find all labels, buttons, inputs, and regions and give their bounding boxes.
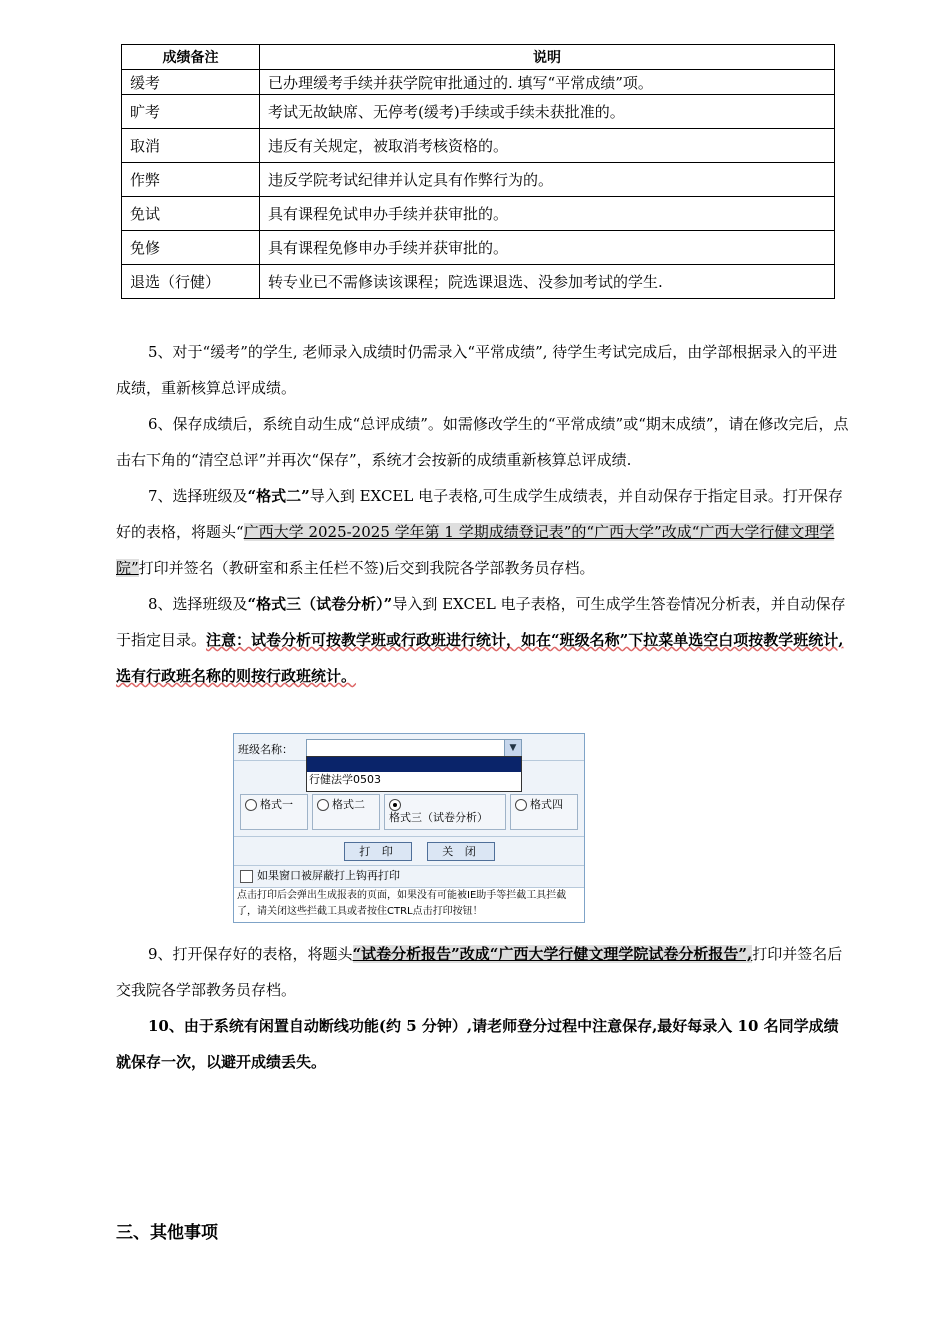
paragraph-6: 6、保存成绩后，系统自动生成“总评成绩”。如需修改学生的“平常成绩”或“期末成绩”，请在修改完后，点击右下角的“清空总评”并再次“保存”，系统才会按新的成绩重新核算总评成绩. [116,415,849,469]
class-dropdown-list [306,756,522,792]
paragraph-8 [116,586,852,694]
p7-title-change: 广西大学 2025-2025 学年第 1 学期成绩登记表”的“广西大学”改成“广西大学行健文理学院” [116,523,835,577]
row-desc: 违反学院考试纪律并认定具有作弊行为的。 [260,163,835,197]
paragraph-7 [116,478,852,586]
class-option[interactable]: 行健法学0503 [309,773,381,786]
radio-icon[interactable] [515,799,527,811]
p8-format-three: “格式三（试卷分析）” [247,595,393,613]
section-heading: 三、其他事项 [116,1223,218,1243]
close-button[interactable]: 关 闭 [427,842,495,861]
print-button[interactable]: 打 印 [344,842,412,861]
instructions-block-2 [116,936,852,1080]
p9-text-a: 9、打开保存好的表格，将题头 [148,945,353,963]
row-desc: 考试无故缺席、无停考(缓考)手续或手续未获批准的。 [260,95,835,129]
button-row [234,836,584,866]
checkbox-label: 如果窗口被屏蔽打上钩再打印 [257,869,400,882]
p9-title-change: “试卷分析报告”改成“广西大学行健文理学院试卷分析报告”, [352,945,753,963]
radio-icon[interactable] [245,799,257,811]
p7-text-a: 7、选择班级及 [148,487,248,505]
table-row [122,70,835,95]
class-name-select[interactable] [306,739,522,757]
p7-text-e: 打印并签名（教研室和系主任栏不签)后交到我院各学部教务员存档。 [138,559,595,577]
grade-notes-table [121,44,835,299]
radio-icon[interactable] [317,799,329,811]
header-description: 说明 [260,45,835,70]
p7-text-c: 导入到 EXCEL 电子表格,可生成学生成绩表，并自动保存于指定目录。打开保存好的表格，将题头“ [116,487,843,541]
row-term: 作弊 [122,163,260,197]
checkbox-icon[interactable] [240,870,253,883]
header-remark: 成绩备注 [122,45,260,70]
chevron-down-icon[interactable]: ▼ [504,740,521,756]
table-row [122,95,835,129]
row-term: 免修 [122,231,260,265]
table-row [122,163,835,197]
p8-text-a: 8、选择班级及 [148,595,248,613]
row-desc: 转专业已不需修读该课程；院选课退选、没参加考试的学生. [260,265,835,299]
radio-selected-icon[interactable] [389,799,401,811]
table-row [122,129,835,163]
popup-blocked-checkbox-row[interactable] [240,867,400,883]
format-one-option[interactable] [240,794,308,830]
paragraph-9 [116,936,852,1008]
print-note: 点击打印后会弹出生成报表的页面，如果没有可能被IE助手等拦截工具拦截了，请关闭这些拦截工具或者按住CTRL点击打印按钮！ [234,887,584,922]
instructions-block-1 [116,334,852,694]
class-name-label: 班级名称： [238,743,293,756]
table-header-row [122,45,835,70]
table-row [122,197,835,231]
row-term: 退选（行健） [122,265,260,299]
row-term: 取消 [122,129,260,163]
format-four-option[interactable] [510,794,578,830]
table-row [122,231,835,265]
blank-option[interactable] [307,757,521,772]
row-term: 免试 [122,197,260,231]
format-two-option[interactable] [312,794,380,830]
paragraph-10: 10、由于系统有闲置自动断线功能(约 5 分钟）,请老师登分过程中注意保存,最好每录入 10 名同学成绩就保存一次，以避开成绩丢失。 [116,1017,839,1071]
p8-note: 注意：试卷分析可按教学班或行政班进行统计，如在“班级名称”下拉菜单选空白项按教学班统计,选有行政班名称的则按行政班统计。 [116,631,844,685]
format-three-option[interactable] [384,794,506,830]
print-dialog-screenshot [233,733,585,923]
row-term: 缓考 [122,70,260,95]
p7-format-two: “格式二” [247,487,310,505]
row-desc: 具有课程免试申办手续并获审批的。 [260,197,835,231]
row-desc: 已办理缓考手续并获学院审批通过的. 填写“平常成绩”项。 [260,70,835,95]
row-desc: 违反有关规定，被取消考核资格的。 [260,129,835,163]
row-term: 旷考 [122,95,260,129]
row-desc: 具有课程免修申办手续并获审批的。 [260,231,835,265]
p8-text-c: 导入到 EXCEL 电子表格，可生成学生答卷情况分析表，并自动保存于指定目录。 [116,595,846,649]
format-label: 格式三（试卷分析） [389,811,488,824]
paragraph-5: 5、对于“缓考”的学生, 老师录入成绩时仍需录入“平常成绩”, 待学生考试完成后，由学部根据录入的平进成绩，重新核算总评成绩。 [116,343,838,397]
p9-text-c: 打印并签名后交我院各学部教务员存档。 [116,945,843,999]
format-label: 格式二 [332,798,365,811]
table-row [122,265,835,299]
format-label: 格式一 [260,798,293,811]
format-options [240,794,580,832]
format-label: 格式四 [530,798,563,811]
